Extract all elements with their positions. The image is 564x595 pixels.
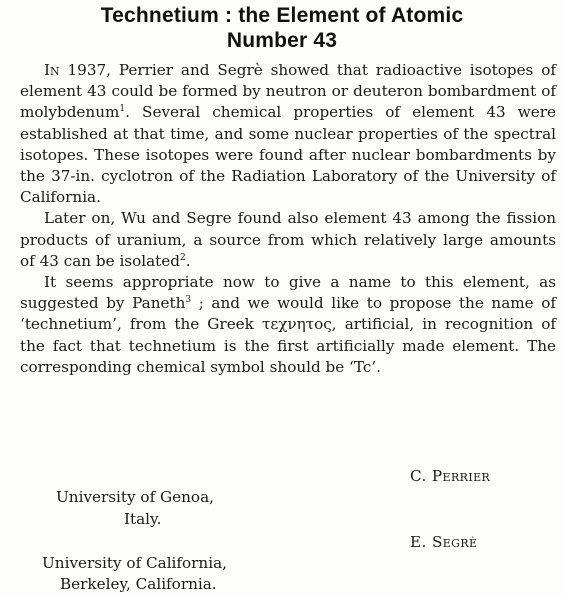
author-2-name: E. Segrè xyxy=(410,533,478,551)
author-2-affiliation-line-1: University of California, xyxy=(42,554,227,572)
footnote-ref-2: 2 xyxy=(179,252,186,263)
paragraph-3-text-b: ; and we would like to propose the name of ‘technetium’, from the Greek τεχνητος, artificial, in recognition of the fact that technetium is the first artificially made element. The corresponding chemical symbol should be ‘Tc’. xyxy=(20,294,556,376)
article-title-line-2: Number 43 xyxy=(226,29,338,52)
footnote-ref-3: 3 xyxy=(185,295,192,306)
paragraph-1-lead: In xyxy=(44,61,60,79)
paragraph-2 xyxy=(20,208,556,272)
paragraph-2-text-b: . xyxy=(185,251,191,270)
paragraph-1-text-b: . Several chemical properties of element 43 were established at that time, and some nuclear properties of the spectral isotopes. These isotopes were found after nuclear bombardments by the 37-in. cyclotron of the Radiation Laboratory of the University of California. xyxy=(20,103,556,207)
footnote-ref-1: 1 xyxy=(119,104,126,115)
paragraph-1-text-a: 1937, Perrier and Segrè showed that radioactive isotopes of element 43 could be formed by neutron or deuteron bombardment of molybdenum xyxy=(20,61,556,122)
author-1-affiliation-line-2: Italy. xyxy=(124,510,162,528)
paragraph-3-text-a: It seems appropriate now to give a name to this element, as suggested by Paneth xyxy=(20,273,556,313)
paragraph-1 xyxy=(20,60,556,208)
article-body xyxy=(20,60,556,378)
article-title-line-1: Technetium : the Element of Atomic xyxy=(100,4,464,27)
author-1-affiliation-line-1: University of Genoa, xyxy=(56,488,214,506)
author-2-affiliation-line-2: Berkeley, California. xyxy=(60,575,217,593)
paragraph-2-text-a: Later on, Wu and Segre found also element 43 among the fission products of uranium, a source from which relatively large amounts of 43 can be isolated xyxy=(20,209,556,270)
author-1-name: C. Perrier xyxy=(410,467,491,485)
paragraph-3 xyxy=(20,272,556,378)
